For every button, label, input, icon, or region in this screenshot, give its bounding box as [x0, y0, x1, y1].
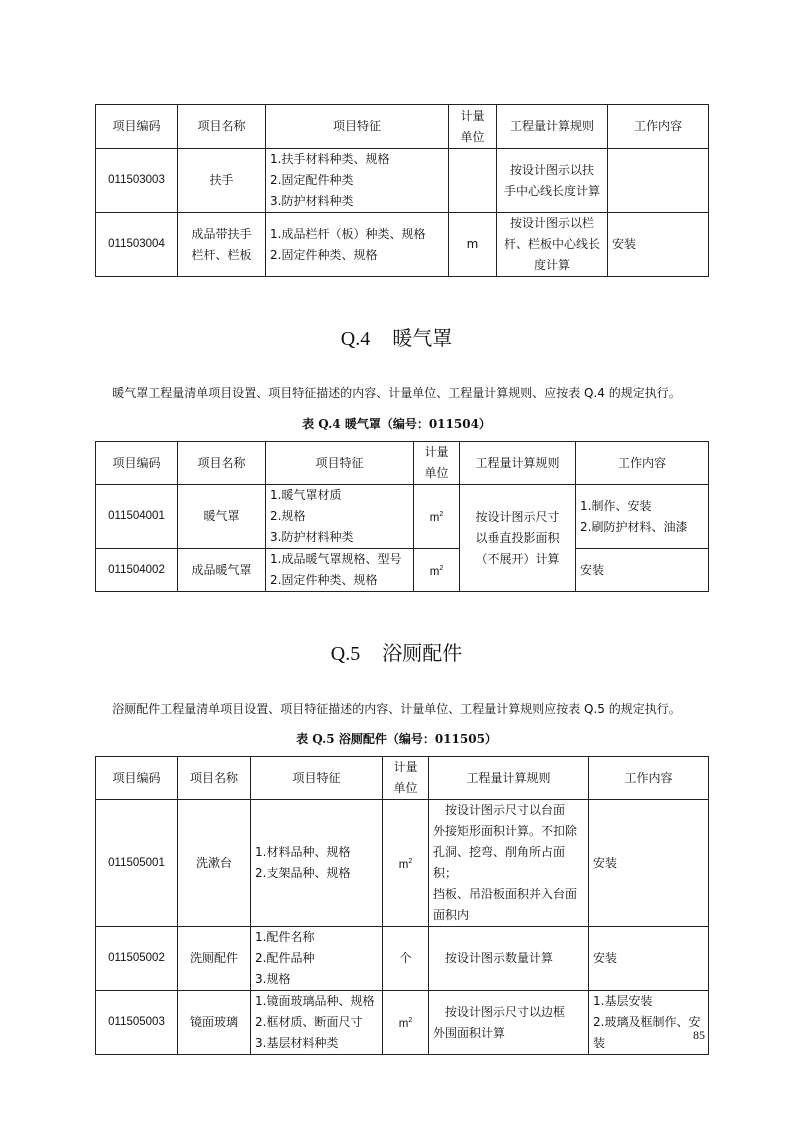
work-line: 2.刷防护材料、油漆 — [580, 519, 688, 534]
item-work — [589, 991, 709, 1055]
item-features — [266, 213, 449, 277]
rule-line: 外接矩形面积计算。不扣除 — [433, 824, 578, 838]
item-code: 011503004 — [96, 213, 178, 277]
header-unit-line2: 单位 — [393, 781, 418, 795]
item-unit — [449, 149, 497, 213]
header-work: 工作内容 — [608, 105, 709, 149]
feature-line: 3.防护材料种类 — [270, 194, 354, 208]
item-unit — [383, 991, 429, 1055]
section-intro-q5: 浴厕配件工程量清单项目设置、项目特征描述的内容、计量单位、工程量计算规则应按表 Q.5 的规定执行。 — [112, 702, 681, 716]
item-rule — [429, 800, 589, 927]
header-work: 工作内容 — [589, 757, 709, 800]
feature-line: 2.固定配件种类 — [270, 173, 354, 187]
section-number: Q.5 — [330, 643, 361, 665]
feature-line: 1.扶手材料种类、规格 — [270, 152, 390, 166]
table-row — [96, 485, 709, 549]
item-work — [608, 149, 709, 213]
header-unit-line2: 单位 — [424, 466, 449, 480]
rule-line: 杆、栏板中心线长 — [503, 237, 600, 251]
header-unit-line2: 单位 — [460, 129, 485, 144]
rule-line: 以垂直投影面积 — [475, 530, 560, 545]
feature-line: 3.基层材料种类 — [255, 1036, 339, 1050]
header-rule: 工程量计算规则 — [429, 757, 589, 800]
item-features — [251, 991, 383, 1055]
rule-line: （不展开）计算 — [475, 551, 560, 566]
header-rule: 工程量计算规则 — [497, 105, 608, 149]
rule-line: 按设计图示以扶 — [509, 162, 594, 177]
item-rule — [497, 149, 608, 213]
item-rule-shared — [460, 485, 576, 592]
item-features — [266, 485, 414, 549]
item-name: 扶手 — [178, 149, 266, 213]
header-unit — [383, 757, 429, 800]
table-row — [96, 991, 709, 1055]
header-features: 项目特征 — [251, 757, 383, 800]
section-intro-q4: 暖气罩工程量清单项目设置、项目特征描述的内容、计量单位、工程量计算规则、应按表 Q.4 的规定执行。 — [112, 386, 681, 400]
table-row — [96, 213, 709, 277]
item-name: 成品暖气罩 — [178, 549, 266, 592]
item-name: 镜面玻璃 — [178, 991, 251, 1055]
item-code: 011505003 — [96, 991, 178, 1055]
section-heading-q4 — [0, 322, 793, 351]
unit-base: m — [429, 565, 440, 578]
header-work: 工作内容 — [576, 442, 709, 485]
unit-base: m — [398, 858, 409, 871]
item-unit: 个 — [383, 927, 429, 991]
feature-line: 2.规格 — [270, 509, 306, 523]
feature-line: 1.镜面玻璃品种、规格 — [255, 994, 375, 1008]
feature-line: 1.暖气罩材质 — [270, 488, 342, 502]
header-features: 项目特征 — [266, 105, 449, 149]
work-line: 2.玻璃及框制作、安 — [593, 1015, 701, 1029]
unit-base: m — [398, 1017, 409, 1030]
item-rule — [497, 213, 608, 277]
table-row — [96, 149, 709, 213]
rule-line: 外围面积计算 — [433, 1025, 506, 1040]
item-features — [251, 800, 383, 927]
item-work: 安装 — [608, 213, 709, 277]
item-work — [576, 485, 709, 549]
header-unit — [414, 442, 460, 485]
rule-line: 手中心线长度计算 — [503, 183, 600, 198]
table-q4 — [95, 441, 709, 592]
rule-line: 按设计图示数量计算 — [445, 951, 554, 965]
work-line: 1.基层安装 — [593, 994, 653, 1008]
item-features — [266, 149, 449, 213]
item-features — [266, 549, 414, 592]
feature-line: 2.固定件种类、规格 — [270, 247, 378, 262]
item-name: 洗厕配件 — [178, 927, 251, 991]
table-caption-q5: 表 Q.5 浴厕配件（编号：011505） — [296, 732, 497, 746]
item-rule — [429, 991, 589, 1055]
item-unit — [383, 800, 429, 927]
item-code: 011505001 — [96, 800, 178, 927]
section-title: 浴厕配件 — [382, 641, 463, 665]
feature-line: 1.配件名称 — [255, 930, 315, 944]
item-code: 011505002 — [96, 927, 178, 991]
page-number: 85 — [693, 1028, 705, 1042]
header-unit — [449, 105, 497, 149]
unit-base: m — [429, 511, 440, 524]
feature-line: 2.固定件种类、规格 — [270, 573, 378, 587]
unit-exponent: 2 — [408, 1017, 413, 1025]
work-line: 1.制作、安装 — [580, 498, 652, 513]
unit-exponent: 2 — [439, 564, 444, 572]
header-unit-line1: 计量 — [424, 445, 449, 459]
table-row — [96, 927, 709, 991]
rule-line: 孔洞、挖弯、削角所占面积； — [433, 845, 566, 880]
feature-line: 1.成品栏杆（板）种类、规格 — [270, 226, 426, 241]
section-heading-q5 — [0, 637, 793, 666]
item-rule — [429, 927, 589, 991]
table-caption-q4: 表 Q.4 暖气罩（编号：011504） — [302, 417, 491, 431]
rule-line: 按设计图示以栏 — [509, 216, 594, 230]
header-unit-line1: 计量 — [460, 108, 485, 123]
header-name: 项目名称 — [178, 442, 266, 485]
item-unit — [414, 485, 460, 549]
header-code: 项目编码 — [96, 757, 178, 800]
rule-line: 按设计图示尺寸以边框 — [445, 1004, 566, 1019]
rule-line: 挡板、吊沿板面积并入台面 — [433, 887, 578, 901]
rule-line: 按设计图示尺寸以台面 — [445, 803, 566, 817]
unit-exponent: 2 — [408, 857, 413, 865]
table-q3 — [95, 104, 709, 277]
rule-line: 面积内 — [433, 908, 470, 922]
item-code: 011504001 — [96, 485, 178, 549]
header-features: 项目特征 — [266, 442, 414, 485]
feature-line: 1.成品暖气罩规格、型号 — [270, 552, 402, 566]
feature-line: 2.配件品种 — [255, 951, 315, 965]
name-line: 成品带扶手 — [191, 226, 252, 241]
item-unit: m — [449, 213, 497, 277]
table-q5 — [95, 756, 709, 1055]
work-line: 装 — [593, 1036, 606, 1050]
header-rule: 工程量计算规则 — [460, 442, 576, 485]
unit-exponent: 2 — [439, 511, 444, 519]
feature-line: 2.框材质、断面尺寸 — [255, 1015, 363, 1029]
item-name: 暖气罩 — [178, 485, 266, 549]
item-work: 安装 — [589, 800, 709, 927]
item-work: 安装 — [589, 927, 709, 991]
rule-line: 度计算 — [533, 258, 570, 272]
item-unit — [414, 549, 460, 592]
rule-line: 按设计图示尺寸 — [475, 509, 560, 524]
header-code: 项目编码 — [96, 105, 178, 149]
item-name: 洗漱台 — [178, 800, 251, 927]
item-code: 011503003 — [96, 149, 178, 213]
feature-line: 3.防护材料种类 — [270, 530, 354, 544]
table-row — [96, 549, 709, 592]
header-unit-line1: 计量 — [393, 760, 418, 774]
item-features — [251, 927, 383, 991]
name-line: 栏杆、栏板 — [191, 247, 252, 262]
item-code: 011504002 — [96, 549, 178, 592]
table-row — [96, 800, 709, 927]
item-work: 安装 — [576, 549, 709, 592]
header-name: 项目名称 — [178, 757, 251, 800]
feature-line: 2.支架品种、规格 — [255, 866, 351, 880]
section-number: Q.4 — [340, 328, 371, 350]
feature-line: 1.材料品种、规格 — [255, 845, 351, 859]
header-code: 项目编码 — [96, 442, 178, 485]
feature-line: 3.规格 — [255, 972, 291, 986]
section-title: 暖气罩 — [392, 326, 453, 350]
header-name: 项目名称 — [178, 105, 266, 149]
item-name — [178, 213, 266, 277]
